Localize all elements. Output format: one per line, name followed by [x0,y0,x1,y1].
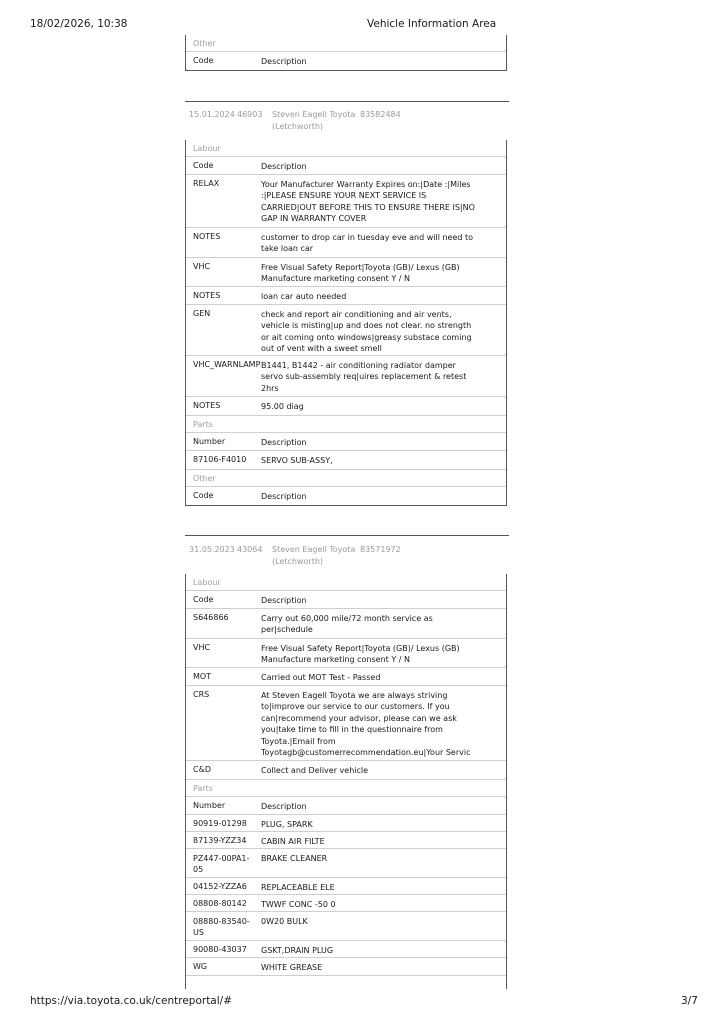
table-row [186,912,506,941]
part-description: WHITE GREASE [261,963,323,972]
labour-code: VHC_WARNLAMP [193,360,261,369]
section-label: Labour [193,144,221,153]
labour-code: NOTES [193,401,221,410]
table-row [186,668,506,686]
table-row [186,356,506,397]
footer-url[interactable]: https://via.toyota.co.uk/centreportal/# [30,995,232,1007]
part-description: CABIN AIR FILTE [261,837,325,846]
record-mileage: 43064 [237,545,263,554]
labour-description: check and report air conditioning and air vents, vehicle is misting|up and does not clear. no strength or ait coming onto windows|greasy substace coming out of vent with a sweet smell [261,310,472,354]
table-header-row [186,797,506,815]
table-row [186,815,506,832]
section-label-labour [186,140,506,157]
table-row [186,941,506,958]
part-description: GSKT,DRAIN PLUG [261,946,334,955]
table-header-row [186,591,506,609]
description-header: Description [261,802,307,811]
labour-code: VHC [193,262,211,271]
code-header: Code [193,595,214,604]
record2-table [185,574,507,989]
labour-description: Free Visual Safety Report|Toyota (GB)/ Lexus (GB) Manufacture marketing consent Y / N [261,644,460,665]
part-description: REPLACEABLE ELE [261,883,335,892]
part-number: PZ447-00PA1- 05 [193,854,250,875]
section-label-parts [186,416,506,433]
part-number: 87139-YZZ34 [193,836,247,845]
section-label: Other [193,474,216,483]
table-row [186,849,506,878]
part-description: PLUG, SPARK [261,820,313,829]
labour-code: NOTES [193,291,221,300]
description-header: Description [261,57,307,66]
labour-code: NOTES [193,232,221,241]
record-date: 31.05.2023 [189,545,235,554]
labour-code: S646866 [193,613,229,622]
labour-code: RELAX [193,179,220,188]
labour-code: MOT [193,672,212,681]
section-label: Other [193,39,216,48]
record-invoice: 83582484 [360,110,401,119]
record1-table [185,140,507,506]
section-label-other [186,470,506,487]
part-number: 90080-43037 [193,945,247,954]
labour-description: customer to drop car in tuesday eve and will need to take loan car [261,233,474,254]
table-row [186,287,506,305]
table-row [186,832,506,849]
table-row [186,761,506,780]
section-label: Labour [193,578,221,587]
part-number: 87106-F4010 [193,455,247,464]
table-header-row [186,433,506,451]
description-header: Description [261,492,307,501]
page-number: 3/7 [681,995,698,1007]
record-dealer: Steven Eagell Toyota [272,110,356,119]
description-header: Description [261,596,307,605]
part-description: BRAKE CLEANER [261,854,328,863]
table-row [186,175,506,228]
record-dealer-location: (Letchworth) [272,122,324,131]
labour-description: Carried out MOT Test - Passed [261,673,381,682]
record-invoice: 83571972 [360,545,401,554]
table-row [186,258,506,287]
labour-code: C&D [193,765,211,774]
part-description: 0W20 BULK [261,917,308,926]
part-number: 08880-83540- US [193,917,250,938]
print-datetime: 18/02/2026, 10:38 [30,18,128,30]
record-divider [185,101,509,102]
table-row [186,878,506,895]
table-row [186,305,506,356]
table-row [186,228,506,258]
section-label-parts [186,780,506,797]
table-row [186,958,506,976]
table-header-row [186,487,506,506]
number-header: Number [193,801,226,810]
table-row [186,895,506,912]
part-number: 08808-80142 [193,899,247,908]
table-header-row [186,157,506,175]
labour-description: Carry out 60,000 mile/72 month service as per|schedule [261,614,433,635]
table-row [186,397,506,416]
section-label: Parts [193,784,213,793]
number-header: Number [193,437,226,446]
table-row [186,609,506,639]
table-row [186,451,506,470]
record-dealer: Steven Eagell Toyota [272,545,356,554]
code-header: Code [193,56,214,65]
page-title: Vehicle Information Area [367,18,497,30]
labour-description: Collect and Deliver vehicle [261,766,369,775]
part-number: 90919-01298 [193,819,247,828]
labour-description: loan car auto needed [261,292,347,301]
labour-description: Your Manufacturer Warranty Expires on:|Date :|Miles :|PLEASE ENSURE YOUR NEXT SERVICE IS CARRIED|OUT BEFORE THIS TO ENSURE THERE IS|NO GAP IN WARRANTY COVER [261,180,475,224]
record-dealer-location: (Letchworth) [272,557,324,566]
part-description: SERVO SUB-ASSY, [261,456,333,465]
section-label-labour [186,574,506,591]
section-label-other [186,35,506,52]
labour-description: 95.00 diag [261,402,304,411]
other-table-top [185,35,507,71]
labour-description: B1441, B1442 - air conditioning radiator damper servo sub-assembly req|uires replacement & retest 2hrs [261,361,467,393]
code-header: Code [193,491,214,500]
description-header: Description [261,438,307,447]
labour-description: Free Visual Safety Report|Toyota (GB)/ Lexus (GB) Manufacture marketing consent Y / N [261,263,460,284]
record-date: 15.01.2024 [189,110,235,119]
table-row [186,686,506,761]
record-divider [185,535,509,536]
part-number: 04152-YZZA6 [193,882,247,891]
code-header: Code [193,161,214,170]
part-description: TWWF CONC -50 0 [261,900,336,909]
table-row [186,639,506,668]
record-mileage: 46903 [237,110,263,119]
labour-code: CRS [193,690,210,699]
labour-description: At Steven Eagell Toyota we are always striving to|improve our service to our customers. If you can|recommend your advisor, please can we ask you|take time to fill in the questionnaire from Toyota.|Email from Toyotagb@customerrecommendation.eu|Your Servic [261,691,471,758]
labour-code: VHC [193,643,211,652]
part-number: WG [193,962,208,971]
table-header-row [186,52,506,71]
section-label: Parts [193,420,213,429]
labour-code: GEN [193,309,211,318]
description-header: Description [261,162,307,171]
